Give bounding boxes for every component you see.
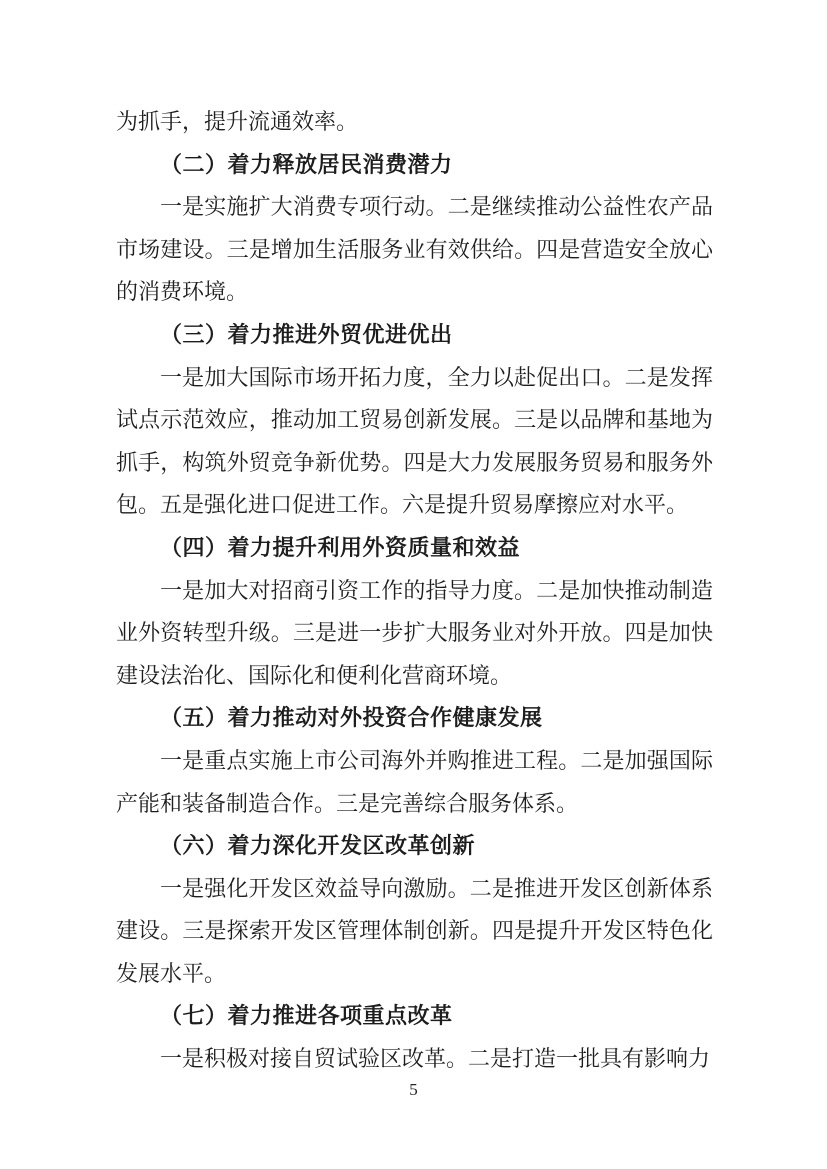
body-paragraph: 一是强化开发区效益导向激励。二是推进开发区创新体系建设。三是探索开发区管理体制创新。四是提升开发区特色化发展水平。 bbox=[116, 875, 713, 986]
body-paragraph: 为抓手，提升流通效率。 bbox=[116, 109, 359, 134]
section-heading: （五）着力推动对外投资合作健康发展 bbox=[160, 705, 543, 731]
body-paragraph: 一是重点实施上市公司海外并购推进工程。二是加强国际产能和装备制造合作。三是完善综合服务体系。 bbox=[116, 747, 713, 816]
body-paragraph: 一是积极对接自贸试验区改革。二是打造一批具有影响力 bbox=[160, 1046, 711, 1072]
section-heading: （六）着力深化开发区改革创新 bbox=[160, 833, 476, 859]
section-heading: （四）着力提升利用外资质量和效益 bbox=[160, 534, 521, 560]
document-content bbox=[116, 101, 713, 1081]
body-paragraph: 一是加大对招商引资工作的指导力度。二是加快推动制造业外资转型升级。三是进一步扩大服务业对外开放。四是加快建设法治化、国际化和便利化营商环境。 bbox=[116, 577, 713, 688]
body-paragraph: 一是加大国际市场开拓力度，全力以赴促出口。二是发挥试点示范效应，推动加工贸易创新发展。三是以品牌和基地为抓手，构筑外贸竞争新优势。四是大力发展服务贸易和服务外包。五是强化进口促进工作。六是提升贸易摩擦应对水平。 bbox=[116, 364, 713, 518]
section-heading: （二）着力释放居民消费潜力 bbox=[160, 151, 453, 177]
body-paragraph: 一是实施扩大消费专项行动。二是继续推动公益性农产品市场建设。三是增加生活服务业有效供给。四是营造安全放心的消费环境。 bbox=[116, 194, 713, 305]
section-heading: （三）着力推进外贸优进优出 bbox=[160, 321, 453, 347]
page-number: 5 bbox=[409, 1080, 418, 1099]
section-heading: （七）着力推进各项重点改革 bbox=[160, 1003, 453, 1029]
